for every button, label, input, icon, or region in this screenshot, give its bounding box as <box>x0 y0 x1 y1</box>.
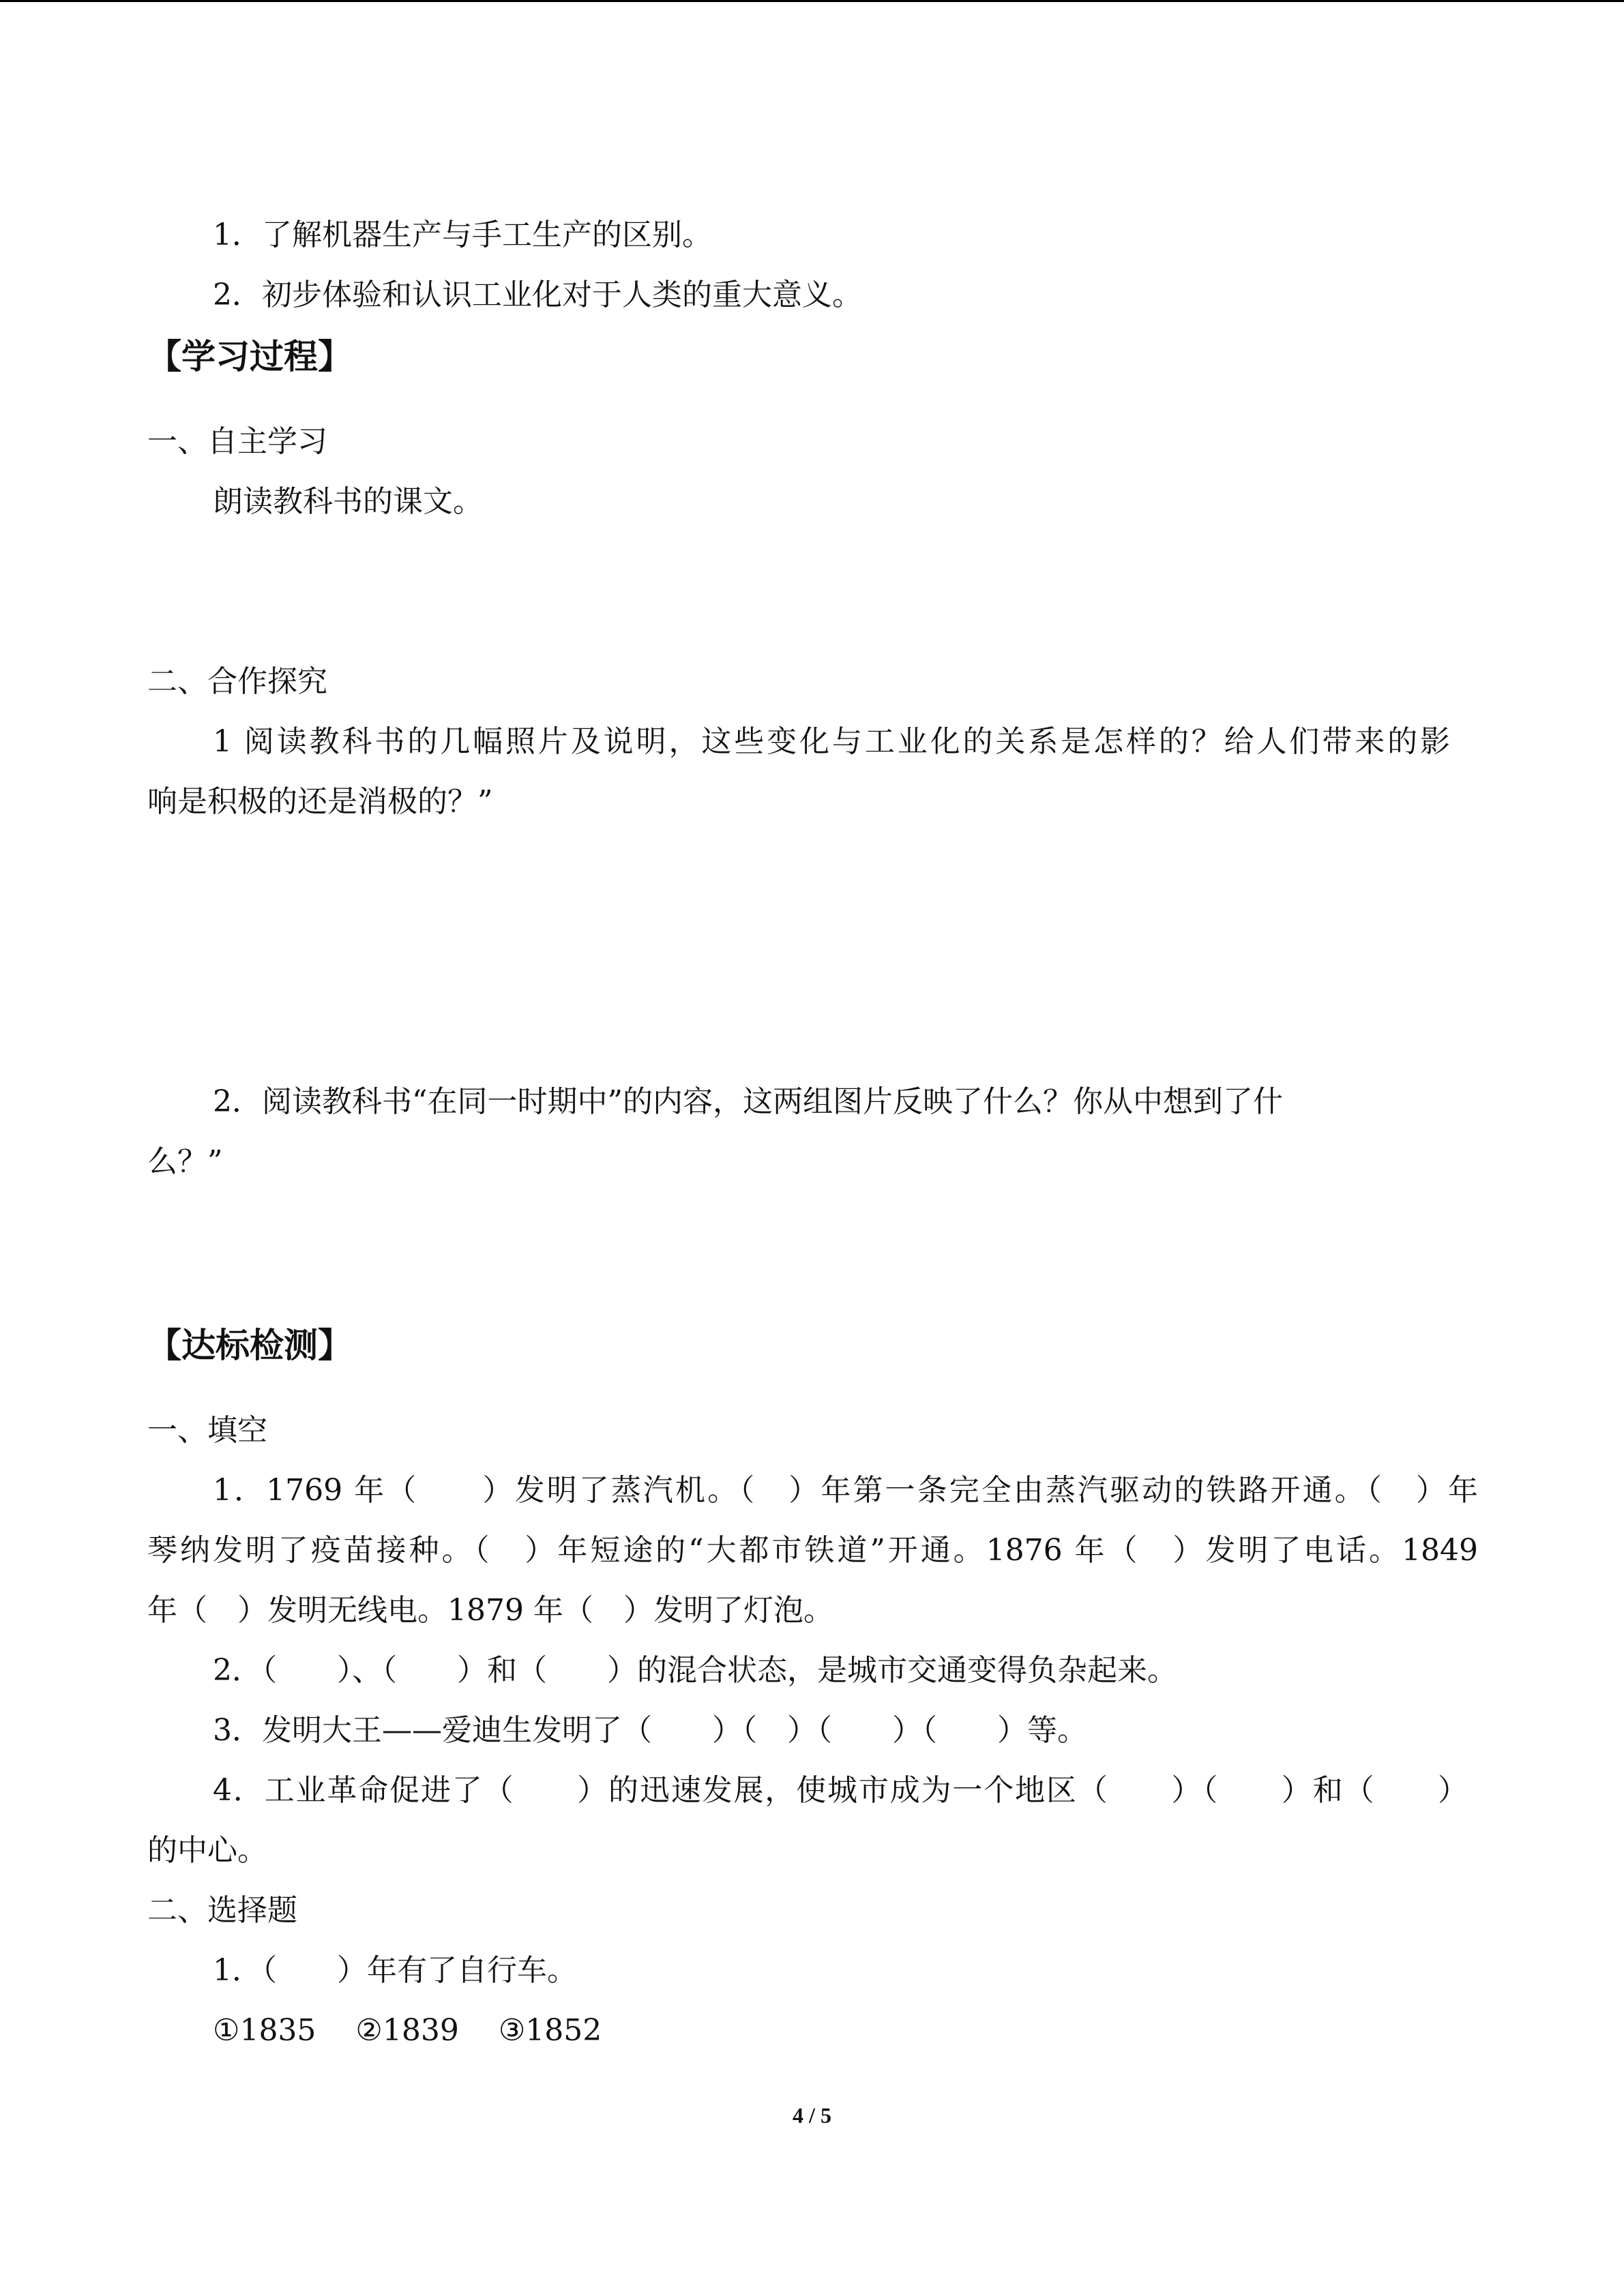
question-2-line-1: 2．阅读教科书“在同一时期中”的内容，这两组图片反映了什么？你从中想到了什 <box>213 1084 1283 1119</box>
subsection-title-fill: 一、填空 <box>147 1413 267 1448</box>
top-border-line <box>0 0 1624 2</box>
fill-question-4-line-1: 4．工业革命促进了（ ）的迅速发展，使城市成为一个地区（ ）（ ）和（ ） <box>213 1773 1468 1808</box>
question-1-line-1: 1 阅读教科书的几幅照片及说明，这些变化与工业化的关系是怎样的？给人们带来的影 <box>213 724 1450 759</box>
objective-1: 1．了解机器生产与手工生产的区别。 <box>213 218 712 252</box>
self-study-text: 朗读教科书的课文。 <box>213 484 483 519</box>
fill-question-3: 3．发明大王——爱迪生发明了（ ）（ ）（ ）（ ）等。 <box>213 1713 1087 1748</box>
subsection-title-choice: 二、选择题 <box>147 1893 297 1928</box>
subsection-title-cooperative: 二、合作探究 <box>147 664 327 699</box>
choice-question-1-options: ①1835 ②1839 ③1852 <box>213 2013 602 2048</box>
question-2-line-2: 么？” <box>147 1144 223 1179</box>
section-heading-test: 【达标检测】 <box>147 1326 352 1365</box>
objective-2: 2．初步体验和认识工业化对于人类的重大意义。 <box>213 278 862 312</box>
fill-question-1-line-1: 1．1769 年（ ）发明了蒸汽机。（ ）年第一条完全由蒸汽驱动的铁路开通。（ ）年 <box>213 1473 1478 1508</box>
fill-question-4-line-2: 的中心。 <box>147 1833 267 1868</box>
page-number: 4 / 5 <box>793 2103 831 2128</box>
choice-question-1: 1．（ ）年有了自行车。 <box>213 1953 577 1988</box>
question-1-line-2: 响是积极的还是消极的？” <box>147 784 493 819</box>
fill-question-1-line-3: 年（ ）发明无线电。1879 年（ ）发明了灯泡。 <box>147 1593 833 1628</box>
fill-question-1-line-2: 琴纳发明了疫苗接种。（ ）年短途的“大都市铁道”开通。1876 年（ ）发明了电话。1849 <box>147 1533 1478 1568</box>
section-heading-process: 【学习过程】 <box>147 337 352 376</box>
fill-question-2: 2．（ ）、（ ）和（ ）的混合状态，是城市交通变得负杂起来。 <box>213 1653 1177 1688</box>
subsection-title-self-study: 一、自主学习 <box>147 424 327 459</box>
